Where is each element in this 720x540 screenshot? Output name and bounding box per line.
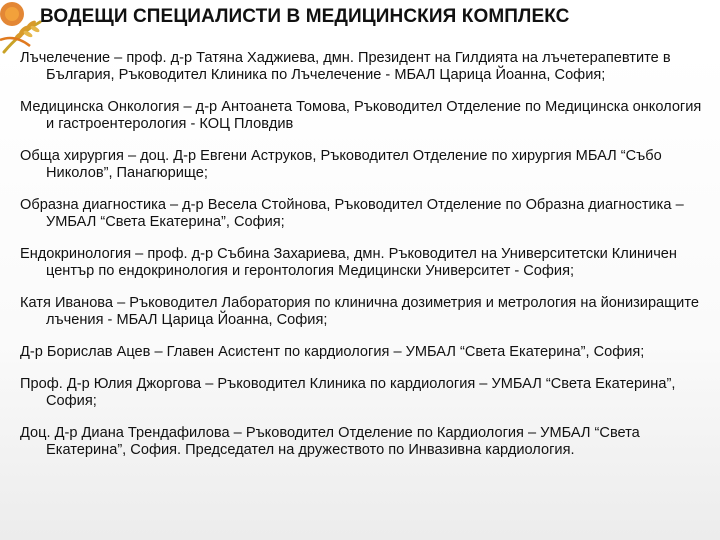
list-item [20,295,712,329]
specialist-text: Медицинска Онкология – д-р Антоанета Томова, Ръководител Отделение по Медицинска онкология и гастроентерология - КОЦ Пловдив [20,99,702,132]
specialist-text: Лъчелечение – проф. д-р Татяна Хаджиева, дмн. Президент на Гилдията на лъчетерапевтите в България, Ръководител Клиника по Лъчелечение - МБАЛ Царица Йоанна, София; [20,50,671,83]
list-item [20,246,712,280]
list-item [20,376,712,410]
list-item [20,99,712,133]
list-item [20,50,712,84]
specialists-list [20,50,712,474]
specialist-text: Обща хирургия – доц. Д-р Евгени Аструков, Ръководител Отделение по хирургия МБАЛ “Събо Николов”, Панагюрище; [20,148,662,181]
list-item [20,148,712,182]
list-item [20,344,712,361]
list-item [20,197,712,231]
specialist-text: Д-р Борислав Ацев – Главен Асистент по кардиология – УМБАЛ “Света Екатерина”, София; [20,344,645,360]
list-item [20,425,712,459]
specialist-text: Ендокринология – проф. д-р Събина Захариева, дмн. Ръководител на Университетски Клиничен център по ендокринология и геронтология Медицински Университет - София; [20,246,677,279]
page-title: ВОДЕЩИ СПЕЦИАЛИСТИ В МЕДИЦИНСКИЯ КОМПЛЕКС [40,6,570,27]
specialist-text: Катя Иванова – Ръководител Лаборатория по клинична дозиметрия и метрология на йонизиращите лъчения - МБАЛ Царица Йоанна, София; [20,295,699,328]
specialist-text: Доц. Д-р Диана Трендафилова – Ръководител Отделение по Кардиология – УМБАЛ “Света Екатерина”, София. Председател на дружеството по Инвазивна кардиология. [20,425,640,458]
specialist-text: Проф. Д-р Юлия Джоргова – Ръководител Клиника по кардиология – УМБАЛ “Света Екатерина”, София; [20,376,676,409]
specialist-text: Образна диагностика – д-р Весела Стойнова, Ръководител Отделение по Образна диагностика – УМБАЛ “Света Екатерина”, София; [20,197,684,230]
